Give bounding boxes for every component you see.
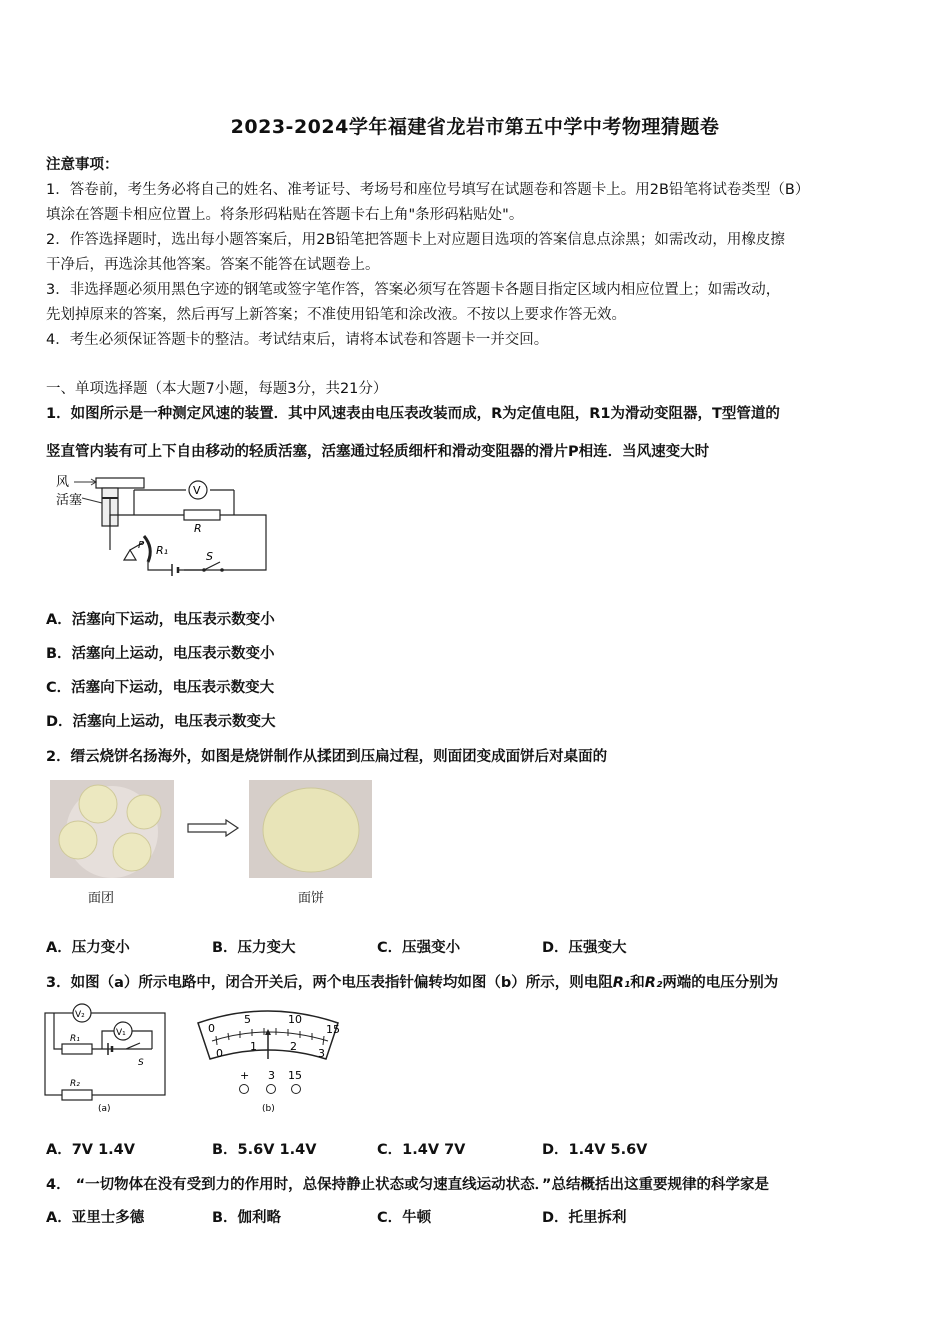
- piston-label: 活塞: [56, 493, 83, 508]
- switch-terminal: [202, 568, 206, 572]
- scale-bottom-tick: 2: [290, 1040, 297, 1053]
- r2-symbol: R₂: [644, 975, 663, 991]
- notice-line: 填涂在答题卡相应位置上。将条形码粘贴在答题卡右上角"条形码粘贴处"。: [46, 207, 524, 223]
- q3-stem: [46, 971, 778, 992]
- s-label: S: [138, 1058, 144, 1068]
- q3-option-b: B．5.6V 1.4V: [212, 1142, 317, 1158]
- figure-a-label: (a): [98, 1104, 111, 1114]
- notice-line: 3．非选择题必须用黑色字迹的钢笔或签字笔作答，答案必须写在答题卡各题目指定区域内相应位置上；如需改动，: [46, 282, 781, 298]
- circuit-wire: [148, 562, 172, 570]
- dough-ball: [127, 795, 161, 829]
- terminal-3-label: 3: [268, 1069, 275, 1082]
- q3-option-a: A．7V 1.4V: [46, 1142, 135, 1158]
- resistor-r: [184, 510, 220, 520]
- flatbread: [263, 788, 359, 872]
- switch-s: [126, 1043, 140, 1049]
- dough-ball: [59, 821, 97, 859]
- q4-option-a: A．亚里士多德: [46, 1210, 145, 1226]
- scale-bottom-tick: 1: [250, 1040, 257, 1053]
- notice-line: 1．答卷前，考生务必将自己的姓名、准考证号、考场号和座位号填写在试题卷和答题卡上。用2B铅笔将试卷类型（B）: [46, 182, 810, 198]
- resistor-r2: [62, 1090, 92, 1100]
- arrow-figure: [186, 818, 242, 838]
- q2-option-b: B．压力变大: [212, 940, 296, 956]
- q2-option-c: C．压强变小: [377, 940, 461, 956]
- section-heading: 一、单项选择题（本大题7小题，每题3分，共21分）: [46, 381, 388, 397]
- scale-top-tick: 0: [208, 1022, 215, 1035]
- switch-terminal: [220, 568, 224, 572]
- q4-option-b: B．伽利略: [212, 1210, 282, 1226]
- q3-circuit-a-figure: [42, 1003, 172, 1115]
- q1-option-b: B．活塞向上运动，电压表示数变小: [46, 646, 275, 662]
- notice-line: 4．考生必须保证答题卡的整洁。考试结束后，请将本试卷和答题卡一并交回。: [46, 332, 549, 348]
- q1-option-a: A．活塞向下运动，电压表示数变小: [46, 612, 275, 628]
- q2-stem: 2．缙云烧饼名扬海外，如图是烧饼制作从揉团到压扁过程，则面团变成面饼后对桌面的: [46, 749, 608, 765]
- q4-stem: 4． “一切物体在没有受到力的作用时，总保持静止状态或匀速直线运动状态．”总结概括出这重要规律的科学家是: [46, 1177, 769, 1193]
- flatbread-photo: [249, 780, 372, 878]
- notice-line: 先划掉原来的答案，然后再写上新答案；不准使用铅笔和涂改液。不按以上要求作答无效。: [46, 307, 626, 323]
- q1-option-c: C．活塞向下运动，电压表示数变大: [46, 680, 275, 696]
- dough-ball: [79, 785, 117, 823]
- resistor-r-label: R: [194, 522, 202, 535]
- notice-line: 干净后，再选涂其他答案。答案不能答在试题卷上。: [46, 257, 380, 273]
- slider-p-label: P: [138, 540, 145, 551]
- notice-line: 2．作答选择题时，选出每小题答案后，用2B铅笔把答题卡上对应题目选项的答案信息点涂黑；如需改动，用橡皮擦: [46, 232, 785, 248]
- page-title: 2023-2024学年福建省龙岩市第五中学中考物理猜题卷: [230, 116, 720, 138]
- q1-stem-line1: 1．如图所示是一种测定风速的装置．其中风速表由电压表改装而成，R为定值电阻，R1为滑动变阻器，T型管道的: [46, 406, 780, 422]
- dough-balls-photo: [50, 780, 174, 878]
- q1-option-d: D．活塞向上运动，电压表示数变大: [46, 714, 276, 730]
- rheostat-r1-label: R₁: [156, 544, 169, 557]
- q3-stem-end: 两端的电压分别为: [662, 975, 779, 991]
- rheostat-r1: [144, 536, 150, 562]
- r1-label: R₁: [70, 1034, 80, 1044]
- v1-label: V₁: [116, 1028, 126, 1038]
- q1-wind-device-figure: [44, 470, 274, 585]
- q4-option-c: C．牛顿: [377, 1210, 432, 1226]
- scale-bottom-tick: 0: [216, 1047, 223, 1060]
- scale-top-tick: 15: [326, 1023, 340, 1036]
- r2-label: R₂: [70, 1079, 80, 1089]
- r1-symbol: R₁: [612, 975, 631, 991]
- terminal-15-label: 15: [288, 1069, 302, 1082]
- notice-heading: 注意事项：: [46, 157, 119, 173]
- q3-option-d: D．1.4V 5.6V: [542, 1142, 648, 1158]
- q3-stem-and: 和: [630, 975, 645, 991]
- scale-bottom-tick: 3: [318, 1047, 325, 1060]
- voltmeter-label: V: [193, 484, 201, 497]
- flatbread-caption: 面饼: [298, 891, 325, 906]
- q3-voltmeter-dial-figure: [188, 1003, 354, 1115]
- q3-option-c: C．1.4V 7V: [377, 1142, 466, 1158]
- dough-ball: [113, 833, 151, 871]
- scale-top-tick: 5: [244, 1013, 251, 1026]
- terminal-plus-label: +: [240, 1069, 250, 1082]
- terminal-15: [292, 1085, 301, 1094]
- wind-label: 风: [56, 475, 70, 490]
- t-pipe-horizontal: [96, 478, 144, 488]
- v2-label: V₂: [75, 1010, 85, 1020]
- right-arrow-icon: [188, 820, 238, 836]
- slider-pivot: [124, 550, 136, 560]
- q2-option-d: D．压强变大: [542, 940, 627, 956]
- circuit-wire: [132, 1031, 152, 1049]
- terminal-plus: [240, 1085, 249, 1094]
- scale-top-tick: 10: [288, 1013, 302, 1026]
- q3-stem-start: 3．如图（a）所示电路中，闭合开关后，两个电压表指针偏转均如图（b）所示，则电阻: [46, 975, 613, 991]
- circuit-wire: [110, 515, 266, 570]
- q2-option-a: A．压力变小: [46, 940, 130, 956]
- switch-s: [204, 562, 220, 570]
- q1-stem-line2: 竖直管内装有可上下自由移动的轻质活塞，活塞通过轻质细杆和滑动变阻器的滑片P相连．当风速变大时: [46, 444, 710, 460]
- q4-option-d: D．托里拆利: [542, 1210, 627, 1226]
- switch-s-label: S: [206, 550, 213, 563]
- figure-b-label: (b): [262, 1104, 275, 1114]
- resistor-r1: [62, 1044, 92, 1054]
- dough-caption: 面团: [88, 891, 115, 906]
- terminal-3: [267, 1085, 276, 1094]
